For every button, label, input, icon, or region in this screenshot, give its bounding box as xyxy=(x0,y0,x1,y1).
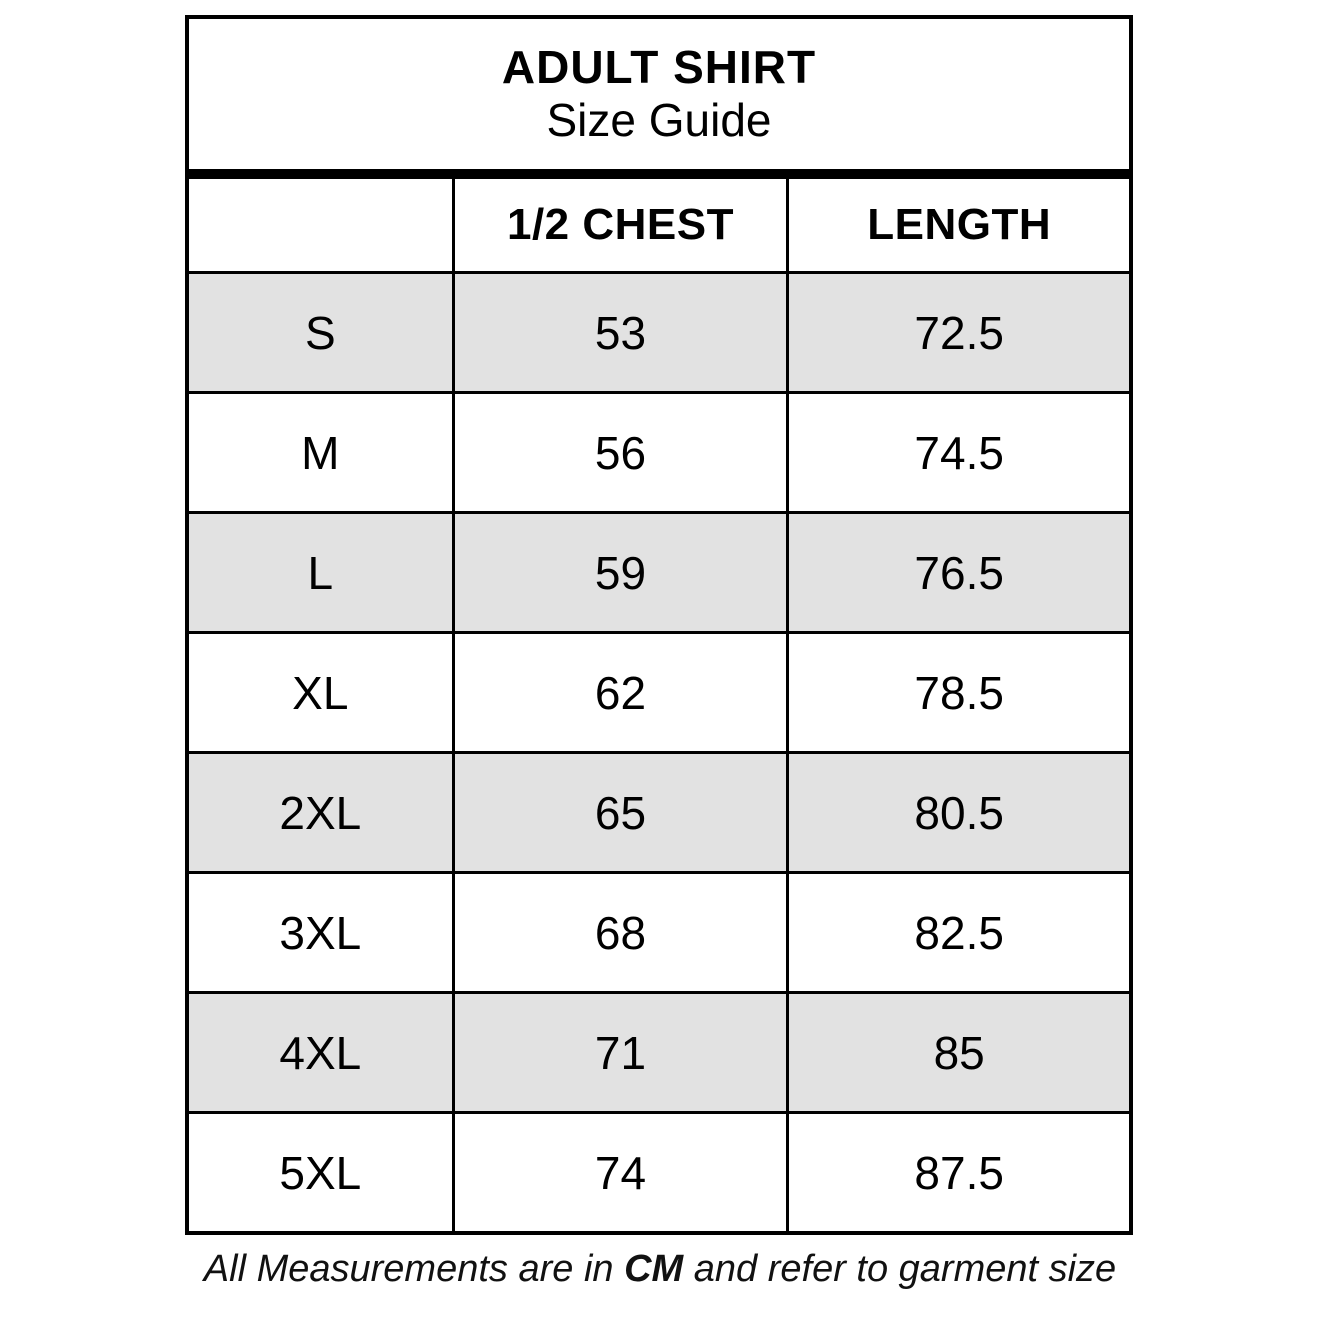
size-cell: 5XL xyxy=(189,1114,452,1231)
size-cell: 4XL xyxy=(189,994,452,1111)
chest-cell: 53 xyxy=(455,274,787,391)
size-cell: 2XL xyxy=(189,754,452,871)
size-cell: XL xyxy=(189,634,452,751)
length-cell: 87.5 xyxy=(789,1114,1129,1231)
size-cell: M xyxy=(189,394,452,511)
chest-cell: 71 xyxy=(455,994,787,1111)
title-divider xyxy=(189,169,1129,179)
header-cell-length: LENGTH xyxy=(789,179,1129,271)
length-cell: 78.5 xyxy=(789,634,1129,751)
measurement-unit: CM xyxy=(624,1248,684,1290)
table-subtitle: Size Guide xyxy=(546,94,772,146)
length-cell: 85 xyxy=(789,994,1129,1111)
header-cell-chest: 1/2 CHEST xyxy=(455,179,787,271)
chest-cell: 68 xyxy=(455,874,787,991)
size-guide-table xyxy=(185,15,1133,1235)
table-title-block xyxy=(189,19,1129,169)
size-cell: L xyxy=(189,514,452,631)
size-cell: 3XL xyxy=(189,874,452,991)
measurement-note-prefix: All Measurements are in xyxy=(203,1248,625,1290)
chest-cell: 59 xyxy=(455,514,787,631)
header-cell-size xyxy=(189,179,452,271)
length-cell: 74.5 xyxy=(789,394,1129,511)
measurement-note xyxy=(0,1248,1320,1291)
measurement-note-suffix: and refer to garment size xyxy=(683,1248,1117,1290)
chest-cell: 74 xyxy=(455,1114,787,1231)
chest-cell: 62 xyxy=(455,634,787,751)
chest-cell: 56 xyxy=(455,394,787,511)
length-cell: 72.5 xyxy=(789,274,1129,391)
length-cell: 76.5 xyxy=(789,514,1129,631)
size-grid xyxy=(189,179,1129,1231)
size-cell: S xyxy=(189,274,452,391)
table-title: ADULT SHIRT xyxy=(501,41,817,94)
length-cell: 82.5 xyxy=(789,874,1129,991)
length-cell: 80.5 xyxy=(789,754,1129,871)
chest-cell: 65 xyxy=(455,754,787,871)
